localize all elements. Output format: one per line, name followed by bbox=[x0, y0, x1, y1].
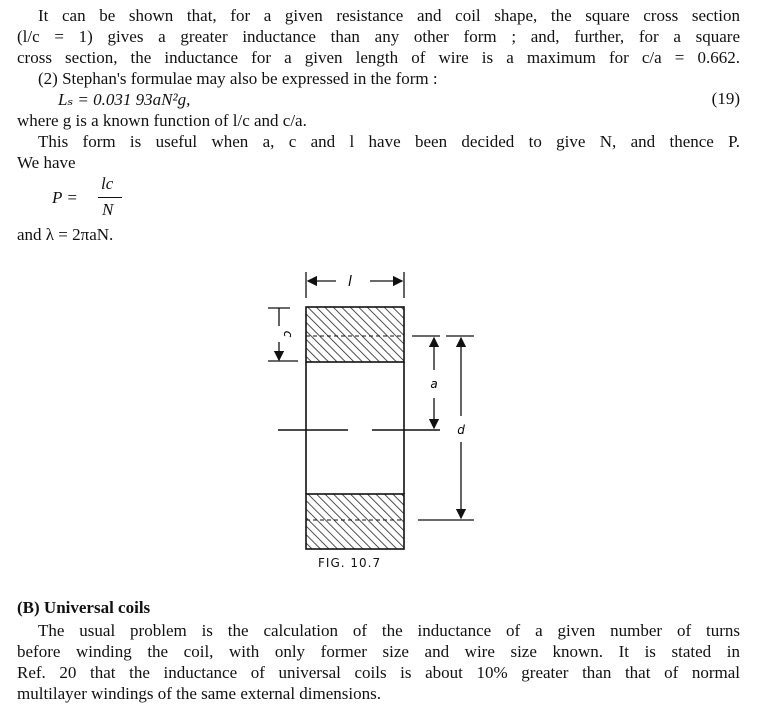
text-line: This form is useful when a, c and l have been decided to give N, and thence P. bbox=[38, 132, 740, 151]
equation-number: (19) bbox=[711, 89, 740, 108]
a-label: a bbox=[430, 377, 438, 391]
text-line: cross section, the inductance for a given length of wire is a maximum for c/a = 0.662. bbox=[17, 48, 740, 67]
p-numerator: lc bbox=[101, 174, 114, 193]
section-heading: (B) Universal coils bbox=[17, 598, 151, 617]
text-line: The usual problem is the calculation of the inductance of a given number of turns bbox=[38, 621, 740, 640]
lambda-equation: and λ = 2πaN. bbox=[17, 225, 114, 244]
d-label: d bbox=[457, 423, 465, 437]
figure-caption: FIG. 10.7 bbox=[318, 556, 382, 570]
text-line: where g is a known function of l/c and c/a. bbox=[17, 111, 307, 130]
text-line: It can be shown that, for a given resistance and coil shape, the square cross section bbox=[38, 6, 740, 25]
lower-winding-section bbox=[306, 494, 404, 549]
text-line: (l/c = 1) gives a greater inductance than any other form ; and, further, for a square bbox=[17, 27, 740, 46]
text-line: before winding the coil, with only former size and wire size known. It is stated in bbox=[17, 642, 740, 661]
equation-19: Lₛ = 0.031 93aN²g, bbox=[58, 90, 191, 109]
text-line: We have bbox=[17, 153, 76, 172]
p-denominator: N bbox=[102, 200, 114, 219]
text-line: (2) Stephan's formulae may also be expressed in the form : bbox=[38, 69, 438, 88]
c-label: c bbox=[281, 330, 295, 338]
upper-winding-section bbox=[306, 307, 404, 362]
text-line: multilayer windings of the same external dimensions. bbox=[17, 684, 382, 703]
l-label: l bbox=[348, 274, 352, 290]
text-line: Ref. 20 that the inductance of universal coils is about 10% greater than that of normal bbox=[17, 663, 740, 682]
p-equation-lhs: P = bbox=[52, 188, 78, 207]
